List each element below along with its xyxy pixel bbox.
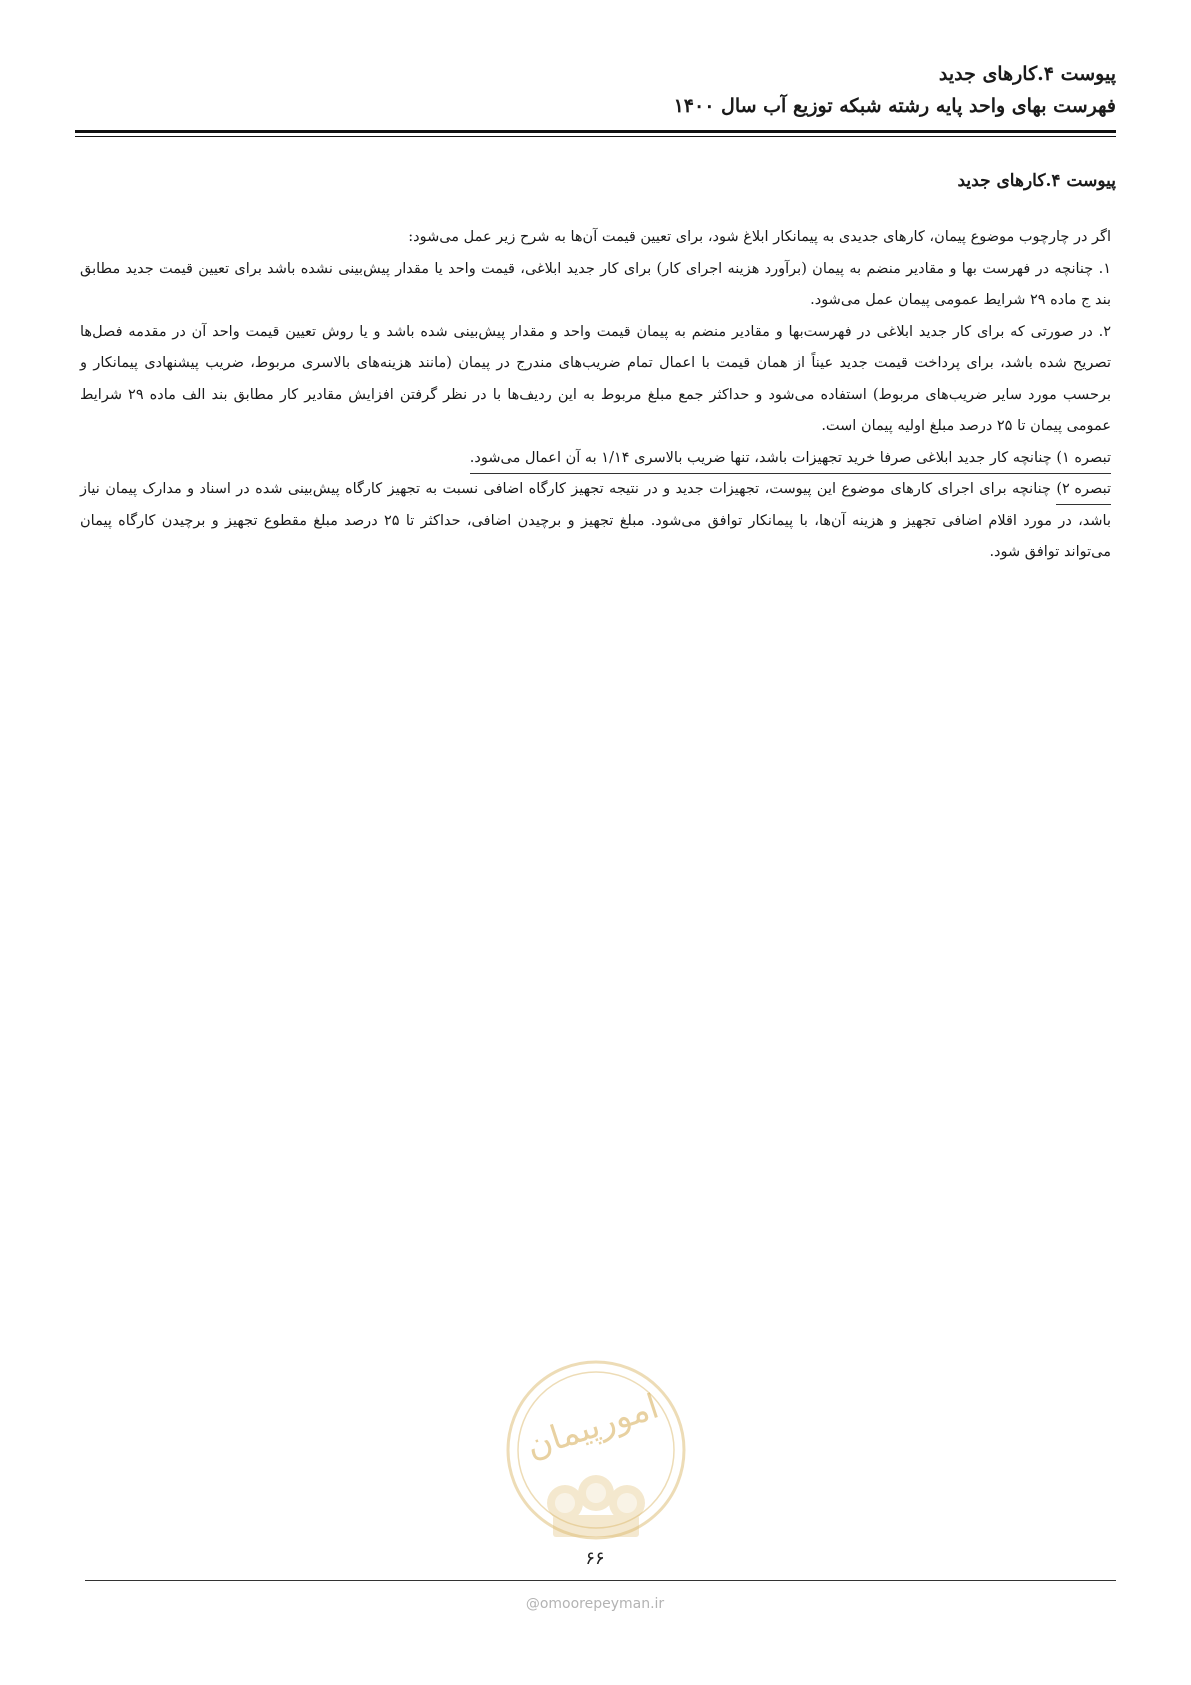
note-2-text: چنانچه برای اجرای کارهای موضوع این پیوست، تجهیزات جدید و در نتیجه تجهیز کارگاه اضافی نسبت به تجهیز کارگاه پیش‌بینی شده در اسناد و مدارک پیمان نیاز باشد، در مورد اقلام اضافی تجهیز و هزینه آن‌ها، با پیمانکار توافق می‌شود. مبلغ تجهیز و برچیدن اضافی، حداکثر تا ۲۵ درصد مبلغ مقطوع تجهیز و برچیدن کارگاه پیمان می‌تواند توافق شود.	[80, 481, 1112, 560]
note-2-paragraph	[80, 474, 1111, 569]
clause-1-paragraph: ۱. چنانچه در فهرست بها و مقادیر منضم به پیمان (برآورد هزینه اجرای کار) برای کار جدید ابلاغی، قیمت واحد یا مقدار پیش‌بینی نشده باشد برای تعیین قیمت جدید مطابق بند ج ماده ۲۹ شرایط عمومی پیمان عمل می‌شود.	[80, 260, 1111, 308]
omoorepeyman-logo-watermark	[503, 1355, 689, 1545]
footer-rule	[85, 1580, 1116, 1581]
note-1-paragraph	[80, 443, 1111, 475]
page-number: ۶۶	[585, 1548, 605, 1569]
note-1-text: تبصره ۱) چنانچه کار جدید ابلاغی صرفا خرید تجهیزات باشد، تنها ضریب بالاسری ۱/۱۴ به آن اعمال می‌شود.	[470, 443, 1111, 474]
intro-paragraph: اگر در چارچوب موضوع پیمان، کارهای جدیدی به پیمانکار ابلاغ شود، برای تعیین قیمت آن‌ها به شرح زیر عمل می‌شود:	[408, 229, 1111, 245]
header-document-title: فهرست بهای واحد پایه رشته شبکه توزیع آب سال ۱۴۰۰	[673, 95, 1116, 117]
section-title: پیوست ۴.کارهای جدید	[957, 171, 1116, 191]
header-rule-thin	[75, 136, 1116, 137]
header-appendix-title: پیوست ۴.کارهای جدید	[938, 63, 1116, 85]
clause-2-paragraph: ۲. در صورتی که برای کار جدید ابلاغی در فهرست‌بها و مقادیر منضم به پیمان قیمت واحد و مقدار پیش‌بینی شده باشد و یا روش تعیین قیمت واحد آن در مقدمه فصل‌ها تصریح شده باشد، برای پرداخت قیمت جدید عیناً از همان قیمت با اعمال تمام ضریب‌های مندرج در پیمان (مانند هزینه‌های بالاسری مربوط، ضریب پیشنهادی پیمانکار و برحسب مورد سایر ضریب‌های مربوط) استفاده می‌شود و حداکثر جمع مبلغ مربوط به این ردیف‌ها با در نظر گرفتن افزایش مقادیر کار مطابق بند الف ماده ۲۹ شرایط عمومی پیمان تا ۲۵ درصد مبلغ اولیه پیمان است.	[80, 323, 1111, 434]
website-watermark: @omoorepeyman.ir	[525, 1596, 665, 1612]
document-body	[80, 222, 1111, 569]
page-header	[75, 58, 1116, 122]
header-rule-thick	[75, 130, 1116, 133]
logo-text: امورپیمان	[521, 1386, 664, 1467]
note-2-label: تبصره ۲)	[1056, 474, 1111, 505]
